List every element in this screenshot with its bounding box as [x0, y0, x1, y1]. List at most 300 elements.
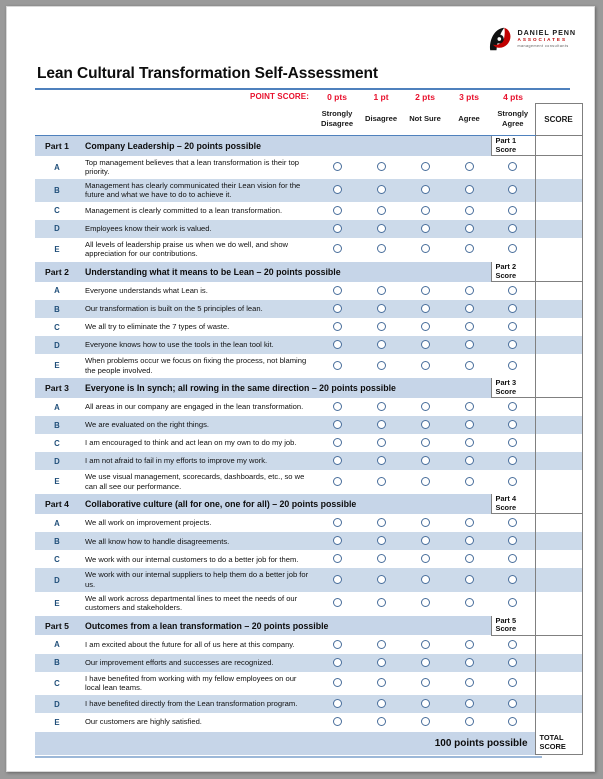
- radio-circle-icon[interactable]: [421, 322, 430, 331]
- radio-cell-p4-C-0[interactable]: [315, 550, 359, 568]
- radio-cell-p4-B-2[interactable]: [403, 532, 447, 550]
- radio-cell-p3-C-2[interactable]: [403, 434, 447, 452]
- radio-cell-p1-B-2[interactable]: [403, 179, 447, 202]
- radio-circle-icon[interactable]: [333, 224, 342, 233]
- radio-circle-icon[interactable]: [377, 598, 386, 607]
- radio-cell-p2-A-3[interactable]: [447, 282, 491, 301]
- radio-cell-p1-D-2[interactable]: [403, 220, 447, 238]
- radio-circle-icon[interactable]: [333, 420, 342, 429]
- assessment-item-row: [35, 238, 582, 262]
- item-score-box[interactable]: [535, 635, 582, 654]
- item-statement: We work with our internal suppliers to help them do a better job for us.: [79, 568, 315, 591]
- radio-circle-icon[interactable]: [465, 286, 474, 295]
- radio-circle-icon[interactable]: [333, 438, 342, 447]
- radio-cell-p4-A-0[interactable]: [315, 514, 359, 533]
- anchor-0: Strongly Disagree: [315, 104, 359, 136]
- radio-cell-p4-A-2[interactable]: [403, 514, 447, 533]
- radio-circle-icon[interactable]: [377, 162, 386, 171]
- radio-cell-p5-B-0[interactable]: [315, 654, 359, 672]
- radio-circle-icon[interactable]: [465, 477, 474, 486]
- assessment-table: [35, 90, 583, 755]
- radio-cell-p4-E-1[interactable]: [359, 592, 403, 616]
- radio-cell-p1-A-4[interactable]: [491, 156, 535, 179]
- radio-cell-p4-E-2[interactable]: [403, 592, 447, 616]
- radio-circle-icon[interactable]: [377, 477, 386, 486]
- radio-circle-icon[interactable]: [333, 598, 342, 607]
- radio-cell-p5-C-2[interactable]: [403, 672, 447, 695]
- radio-circle-icon[interactable]: [465, 162, 474, 171]
- radio-circle-icon[interactable]: [421, 678, 430, 687]
- part-score-box[interactable]: [535, 615, 582, 635]
- radio-circle-icon[interactable]: [508, 554, 517, 563]
- item-score-box[interactable]: [535, 336, 582, 354]
- radio-circle-icon[interactable]: [333, 699, 342, 708]
- radio-circle-icon[interactable]: [508, 640, 517, 649]
- radio-circle-icon[interactable]: [465, 554, 474, 563]
- radio-circle-icon[interactable]: [508, 361, 517, 370]
- radio-circle-icon[interactable]: [421, 518, 430, 527]
- radio-cell-p4-C-1[interactable]: [359, 550, 403, 568]
- radio-cell-p1-C-0[interactable]: [315, 202, 359, 220]
- radio-cell-p4-C-2[interactable]: [403, 550, 447, 568]
- radio-circle-icon[interactable]: [333, 456, 342, 465]
- radio-circle-icon[interactable]: [508, 658, 517, 667]
- item-score-box[interactable]: [535, 713, 582, 732]
- radio-circle-icon[interactable]: [508, 206, 517, 215]
- radio-circle-icon[interactable]: [465, 340, 474, 349]
- radio-cell-p4-D-3[interactable]: [447, 568, 491, 591]
- radio-cell-p5-E-4[interactable]: [491, 713, 535, 732]
- radio-circle-icon[interactable]: [333, 185, 342, 194]
- radio-circle-icon[interactable]: [377, 575, 386, 584]
- radio-circle-icon[interactable]: [465, 699, 474, 708]
- radio-circle-icon[interactable]: [421, 185, 430, 194]
- radio-circle-icon[interactable]: [333, 361, 342, 370]
- radio-cell-p3-E-1[interactable]: [359, 470, 403, 494]
- radio-circle-icon[interactable]: [377, 361, 386, 370]
- radio-cell-p2-B-2[interactable]: [403, 300, 447, 318]
- radio-circle-icon[interactable]: [465, 598, 474, 607]
- radio-cell-p4-D-2[interactable]: [403, 568, 447, 591]
- radio-circle-icon[interactable]: [377, 340, 386, 349]
- radio-cell-p5-B-3[interactable]: [447, 654, 491, 672]
- radio-cell-p3-A-1[interactable]: [359, 398, 403, 417]
- radio-cell-p1-C-2[interactable]: [403, 202, 447, 220]
- radio-circle-icon[interactable]: [333, 575, 342, 584]
- radio-circle-icon[interactable]: [465, 438, 474, 447]
- radio-cell-p2-D-3[interactable]: [447, 336, 491, 354]
- item-score-box[interactable]: [535, 532, 582, 550]
- radio-cell-p2-E-4[interactable]: [491, 354, 535, 378]
- item-statement: Employees know their work is valued.: [79, 220, 315, 238]
- assessment-item-row: [35, 354, 582, 378]
- radio-cell-p2-E-3[interactable]: [447, 354, 491, 378]
- radio-circle-icon[interactable]: [508, 224, 517, 233]
- radio-cell-p4-A-1[interactable]: [359, 514, 403, 533]
- radio-circle-icon[interactable]: [333, 206, 342, 215]
- radio-circle-icon[interactable]: [421, 658, 430, 667]
- logo-wordmark: [518, 29, 577, 48]
- radio-cell-p5-D-3[interactable]: [447, 695, 491, 713]
- radio-cell-p5-D-1[interactable]: [359, 695, 403, 713]
- radio-cell-p3-B-0[interactable]: [315, 416, 359, 434]
- radio-cell-p4-E-4[interactable]: [491, 592, 535, 616]
- radio-cell-p2-D-4[interactable]: [491, 336, 535, 354]
- item-score-box[interactable]: [535, 514, 582, 533]
- radio-circle-icon[interactable]: [465, 420, 474, 429]
- radio-cell-p1-D-4[interactable]: [491, 220, 535, 238]
- radio-circle-icon[interactable]: [465, 322, 474, 331]
- radio-cell-p3-E-0[interactable]: [315, 470, 359, 494]
- item-score-box[interactable]: [535, 568, 582, 591]
- radio-circle-icon[interactable]: [333, 717, 342, 726]
- radio-circle-icon[interactable]: [333, 340, 342, 349]
- radio-circle-icon[interactable]: [421, 699, 430, 708]
- radio-circle-icon[interactable]: [333, 518, 342, 527]
- item-score-box[interactable]: [535, 238, 582, 262]
- radio-circle-icon[interactable]: [421, 536, 430, 545]
- radio-circle-icon[interactable]: [377, 402, 386, 411]
- radio-cell-p5-D-2[interactable]: [403, 695, 447, 713]
- radio-cell-p2-E-0[interactable]: [315, 354, 359, 378]
- radio-cell-p3-C-4[interactable]: [491, 434, 535, 452]
- radio-cell-p1-B-3[interactable]: [447, 179, 491, 202]
- item-statement: When problems occur we focus on fixing the process, not blaming the people involved.: [85, 356, 307, 375]
- radio-circle-icon[interactable]: [333, 536, 342, 545]
- radio-circle-icon[interactable]: [508, 185, 517, 194]
- radio-circle-icon[interactable]: [421, 554, 430, 563]
- radio-circle-icon[interactable]: [333, 304, 342, 313]
- radio-cell-p4-B-3[interactable]: [447, 532, 491, 550]
- radio-cell-p2-C-3[interactable]: [447, 318, 491, 336]
- radio-cell-p3-C-0[interactable]: [315, 434, 359, 452]
- radio-circle-icon[interactable]: [508, 244, 517, 253]
- radio-circle-icon[interactable]: [421, 206, 430, 215]
- item-score-box[interactable]: [535, 220, 582, 238]
- radio-cell-p3-D-4[interactable]: [491, 452, 535, 470]
- radio-cell-p1-B-1[interactable]: [359, 179, 403, 202]
- radio-circle-icon[interactable]: [421, 402, 430, 411]
- radio-cell-p3-C-3[interactable]: [447, 434, 491, 452]
- radio-circle-icon[interactable]: [508, 340, 517, 349]
- radio-cell-p1-C-1[interactable]: [359, 202, 403, 220]
- radio-circle-icon[interactable]: [421, 598, 430, 607]
- radio-cell-p3-B-4[interactable]: [491, 416, 535, 434]
- radio-circle-icon[interactable]: [377, 304, 386, 313]
- radio-cell-p3-E-3[interactable]: [447, 470, 491, 494]
- item-letter: B: [35, 300, 79, 318]
- item-score-box[interactable]: [535, 179, 582, 202]
- radio-circle-icon[interactable]: [333, 286, 342, 295]
- radio-cell-p3-D-2[interactable]: [403, 452, 447, 470]
- radio-circle-icon[interactable]: [508, 304, 517, 313]
- radio-circle-icon[interactable]: [421, 640, 430, 649]
- radio-circle-icon[interactable]: [377, 699, 386, 708]
- radio-cell-p3-B-1[interactable]: [359, 416, 403, 434]
- radio-circle-icon[interactable]: [508, 456, 517, 465]
- item-score-box[interactable]: [535, 592, 582, 616]
- radio-circle-icon[interactable]: [508, 699, 517, 708]
- radio-circle-icon[interactable]: [465, 361, 474, 370]
- radio-circle-icon[interactable]: [465, 717, 474, 726]
- radio-circle-icon[interactable]: [508, 678, 517, 687]
- item-score-box[interactable]: [535, 654, 582, 672]
- radio-cell-p3-D-1[interactable]: [359, 452, 403, 470]
- radio-cell-p2-E-1[interactable]: [359, 354, 403, 378]
- radio-circle-icon[interactable]: [333, 640, 342, 649]
- radio-circle-icon[interactable]: [508, 518, 517, 527]
- radio-circle-icon[interactable]: [333, 658, 342, 667]
- radio-circle-icon[interactable]: [508, 322, 517, 331]
- assessment-item-row: [35, 550, 582, 568]
- radio-cell-p3-D-0[interactable]: [315, 452, 359, 470]
- radio-circle-icon[interactable]: [508, 420, 517, 429]
- radio-cell-p4-A-4[interactable]: [491, 514, 535, 533]
- radio-cell-p5-A-3[interactable]: [447, 635, 491, 654]
- item-score-box[interactable]: [535, 354, 582, 378]
- radio-cell-p5-B-1[interactable]: [359, 654, 403, 672]
- radio-cell-p1-B-4[interactable]: [491, 179, 535, 202]
- radio-cell-p5-C-3[interactable]: [447, 672, 491, 695]
- item-statement: We all work on improvement projects.: [85, 518, 212, 528]
- item-statement: We all know how to handle disagreements.: [79, 532, 315, 550]
- radio-cell-p2-B-1[interactable]: [359, 300, 403, 318]
- radio-cell-p1-E-4[interactable]: [491, 238, 535, 262]
- radio-circle-icon[interactable]: [333, 678, 342, 687]
- radio-cell-p5-E-2[interactable]: [403, 713, 447, 732]
- radio-circle-icon[interactable]: [465, 224, 474, 233]
- radio-circle-icon[interactable]: [333, 322, 342, 331]
- radio-circle-icon[interactable]: [508, 438, 517, 447]
- radio-cell-p4-D-1[interactable]: [359, 568, 403, 591]
- radio-circle-icon[interactable]: [421, 575, 430, 584]
- radio-cell-p5-D-0[interactable]: [315, 695, 359, 713]
- radio-cell-p1-B-0[interactable]: [315, 179, 359, 202]
- radio-cell-p4-A-3[interactable]: [447, 514, 491, 533]
- radio-circle-icon[interactable]: [421, 286, 430, 295]
- item-score-box[interactable]: [535, 550, 582, 568]
- radio-cell-p2-C-1[interactable]: [359, 318, 403, 336]
- radio-circle-icon[interactable]: [465, 678, 474, 687]
- item-score-box[interactable]: [535, 672, 582, 695]
- radio-cell-p1-C-4[interactable]: [491, 202, 535, 220]
- radio-cell-p2-A-4[interactable]: [491, 282, 535, 301]
- radio-circle-icon[interactable]: [421, 717, 430, 726]
- part-score-box[interactable]: [535, 378, 582, 398]
- radio-circle-icon[interactable]: [377, 640, 386, 649]
- radio-circle-icon[interactable]: [377, 322, 386, 331]
- radio-circle-icon[interactable]: [421, 438, 430, 447]
- radio-cell-p5-A-0[interactable]: [315, 635, 359, 654]
- radio-circle-icon[interactable]: [377, 518, 386, 527]
- radio-circle-icon[interactable]: [421, 420, 430, 429]
- item-score-box[interactable]: [535, 416, 582, 434]
- radio-cell-p3-E-2[interactable]: [403, 470, 447, 494]
- radio-circle-icon[interactable]: [465, 536, 474, 545]
- radio-circle-icon[interactable]: [465, 575, 474, 584]
- radio-cell-p5-C-1[interactable]: [359, 672, 403, 695]
- item-score-box[interactable]: [535, 452, 582, 470]
- radio-cell-p1-D-1[interactable]: [359, 220, 403, 238]
- radio-circle-icon[interactable]: [508, 536, 517, 545]
- radio-circle-icon[interactable]: [508, 477, 517, 486]
- item-score-box[interactable]: [535, 434, 582, 452]
- radio-cell-p1-E-2[interactable]: [403, 238, 447, 262]
- radio-cell-p2-A-1[interactable]: [359, 282, 403, 301]
- radio-cell-p1-A-0[interactable]: [315, 156, 359, 179]
- radio-cell-p1-E-1[interactable]: [359, 238, 403, 262]
- radio-circle-icon[interactable]: [421, 162, 430, 171]
- radio-cell-p5-B-4[interactable]: [491, 654, 535, 672]
- item-score-box[interactable]: [535, 202, 582, 220]
- radio-circle-icon[interactable]: [377, 206, 386, 215]
- radio-circle-icon[interactable]: [508, 402, 517, 411]
- part-score-box[interactable]: [535, 494, 582, 514]
- radio-circle-icon[interactable]: [377, 244, 386, 253]
- radio-circle-icon[interactable]: [421, 304, 430, 313]
- radio-cell-p2-E-2[interactable]: [403, 354, 447, 378]
- radio-cell-p4-C-3[interactable]: [447, 550, 491, 568]
- radio-circle-icon[interactable]: [508, 575, 517, 584]
- radio-cell-p5-C-0[interactable]: [315, 672, 359, 695]
- radio-circle-icon[interactable]: [333, 162, 342, 171]
- radio-circle-icon[interactable]: [377, 658, 386, 667]
- radio-cell-p2-C-2[interactable]: [403, 318, 447, 336]
- radio-circle-icon[interactable]: [377, 456, 386, 465]
- radio-circle-icon[interactable]: [465, 518, 474, 527]
- radio-circle-icon[interactable]: [508, 162, 517, 171]
- radio-circle-icon[interactable]: [465, 185, 474, 194]
- radio-circle-icon[interactable]: [465, 640, 474, 649]
- daniel-penn-logo-icon: [486, 25, 514, 53]
- radio-circle-icon[interactable]: [333, 402, 342, 411]
- radio-cell-p3-B-3[interactable]: [447, 416, 491, 434]
- radio-cell-p4-E-3[interactable]: [447, 592, 491, 616]
- radio-cell-p2-D-2[interactable]: [403, 336, 447, 354]
- item-score-box[interactable]: [535, 398, 582, 417]
- radio-circle-icon[interactable]: [421, 224, 430, 233]
- item-score-box[interactable]: [535, 695, 582, 713]
- radio-cell-p1-A-2[interactable]: [403, 156, 447, 179]
- radio-cell-p3-A-2[interactable]: [403, 398, 447, 417]
- part-title: Understanding what it means to be Lean – 20 points possible: [79, 262, 491, 282]
- radio-circle-icon[interactable]: [333, 477, 342, 486]
- radio-circle-icon[interactable]: [377, 678, 386, 687]
- item-score-box[interactable]: [535, 156, 582, 179]
- radio-cell-p4-D-0[interactable]: [315, 568, 359, 591]
- radio-circle-icon[interactable]: [421, 361, 430, 370]
- total-points-text: 100 points possible: [35, 732, 535, 755]
- radio-cell-p1-A-3[interactable]: [447, 156, 491, 179]
- radio-circle-icon[interactable]: [377, 717, 386, 726]
- radio-cell-p1-A-1[interactable]: [359, 156, 403, 179]
- radio-cell-p4-B-0[interactable]: [315, 532, 359, 550]
- radio-circle-icon[interactable]: [377, 224, 386, 233]
- radio-cell-p5-E-0[interactable]: [315, 713, 359, 732]
- radio-cell-p1-E-3[interactable]: [447, 238, 491, 262]
- radio-cell-p3-A-4[interactable]: [491, 398, 535, 417]
- radio-cell-p1-E-0[interactable]: [315, 238, 359, 262]
- radio-circle-icon[interactable]: [465, 244, 474, 253]
- radio-cell-p2-B-0[interactable]: [315, 300, 359, 318]
- radio-circle-icon[interactable]: [377, 420, 386, 429]
- radio-cell-p5-E-1[interactable]: [359, 713, 403, 732]
- radio-cell-p2-D-1[interactable]: [359, 336, 403, 354]
- radio-cell-p4-B-4[interactable]: [491, 532, 535, 550]
- radio-cell-p3-A-0[interactable]: [315, 398, 359, 417]
- radio-cell-p5-A-1[interactable]: [359, 635, 403, 654]
- radio-circle-icon[interactable]: [377, 185, 386, 194]
- radio-cell-p2-C-4[interactable]: [491, 318, 535, 336]
- radio-cell-p5-A-2[interactable]: [403, 635, 447, 654]
- radio-cell-p4-D-4[interactable]: [491, 568, 535, 591]
- radio-cell-p1-C-3[interactable]: [447, 202, 491, 220]
- radio-cell-p2-A-2[interactable]: [403, 282, 447, 301]
- radio-cell-p5-A-4[interactable]: [491, 635, 535, 654]
- radio-cell-p2-A-0[interactable]: [315, 282, 359, 301]
- item-score-box[interactable]: [535, 282, 582, 301]
- total-score-box[interactable]: TOTAL SCORE: [535, 732, 582, 755]
- radio-circle-icon[interactable]: [421, 477, 430, 486]
- radio-cell-p3-C-1[interactable]: [359, 434, 403, 452]
- radio-circle-icon[interactable]: [377, 554, 386, 563]
- radio-circle-icon[interactable]: [333, 554, 342, 563]
- item-letter: C: [54, 438, 60, 448]
- radio-circle-icon[interactable]: [465, 658, 474, 667]
- radio-circle-icon[interactable]: [508, 717, 517, 726]
- item-score-box[interactable]: [535, 470, 582, 494]
- radio-cell-p3-B-2[interactable]: [403, 416, 447, 434]
- radio-circle-icon[interactable]: [421, 456, 430, 465]
- radio-circle-icon[interactable]: [508, 286, 517, 295]
- radio-circle-icon[interactable]: [465, 206, 474, 215]
- radio-cell-p4-C-4[interactable]: [491, 550, 535, 568]
- radio-circle-icon[interactable]: [377, 438, 386, 447]
- radio-cell-p5-B-2[interactable]: [403, 654, 447, 672]
- radio-circle-icon[interactable]: [421, 244, 430, 253]
- radio-circle-icon[interactable]: [377, 536, 386, 545]
- radio-circle-icon[interactable]: [465, 456, 474, 465]
- radio-cell-p2-D-0[interactable]: [315, 336, 359, 354]
- radio-cell-p4-E-0[interactable]: [315, 592, 359, 616]
- radio-cell-p1-D-0[interactable]: [315, 220, 359, 238]
- radio-circle-icon[interactable]: [465, 304, 474, 313]
- radio-circle-icon[interactable]: [333, 244, 342, 253]
- radio-cell-p4-B-1[interactable]: [359, 532, 403, 550]
- radio-cell-p2-C-0[interactable]: [315, 318, 359, 336]
- item-score-box[interactable]: [535, 318, 582, 336]
- radio-cell-p3-D-3[interactable]: [447, 452, 491, 470]
- radio-cell-p5-C-4[interactable]: [491, 672, 535, 695]
- radio-cell-p3-E-4[interactable]: [491, 470, 535, 494]
- part-score-box[interactable]: [535, 262, 582, 282]
- radio-cell-p2-B-3[interactable]: [447, 300, 491, 318]
- radio-circle-icon[interactable]: [377, 286, 386, 295]
- radio-cell-p2-B-4[interactable]: [491, 300, 535, 318]
- radio-circle-icon[interactable]: [421, 340, 430, 349]
- part-score-box[interactable]: [535, 136, 582, 156]
- part-title: Collaborative culture (all for one, one for all) – 20 points possible: [79, 494, 491, 514]
- radio-circle-icon[interactable]: [508, 598, 517, 607]
- anchor-3: Agree: [447, 104, 491, 136]
- radio-circle-icon[interactable]: [465, 402, 474, 411]
- radio-cell-p3-A-3[interactable]: [447, 398, 491, 417]
- radio-cell-p1-D-3[interactable]: [447, 220, 491, 238]
- radio-cell-p5-E-3[interactable]: [447, 713, 491, 732]
- item-letter: D: [35, 336, 79, 354]
- item-score-box[interactable]: [535, 300, 582, 318]
- radio-cell-p5-D-4[interactable]: [491, 695, 535, 713]
